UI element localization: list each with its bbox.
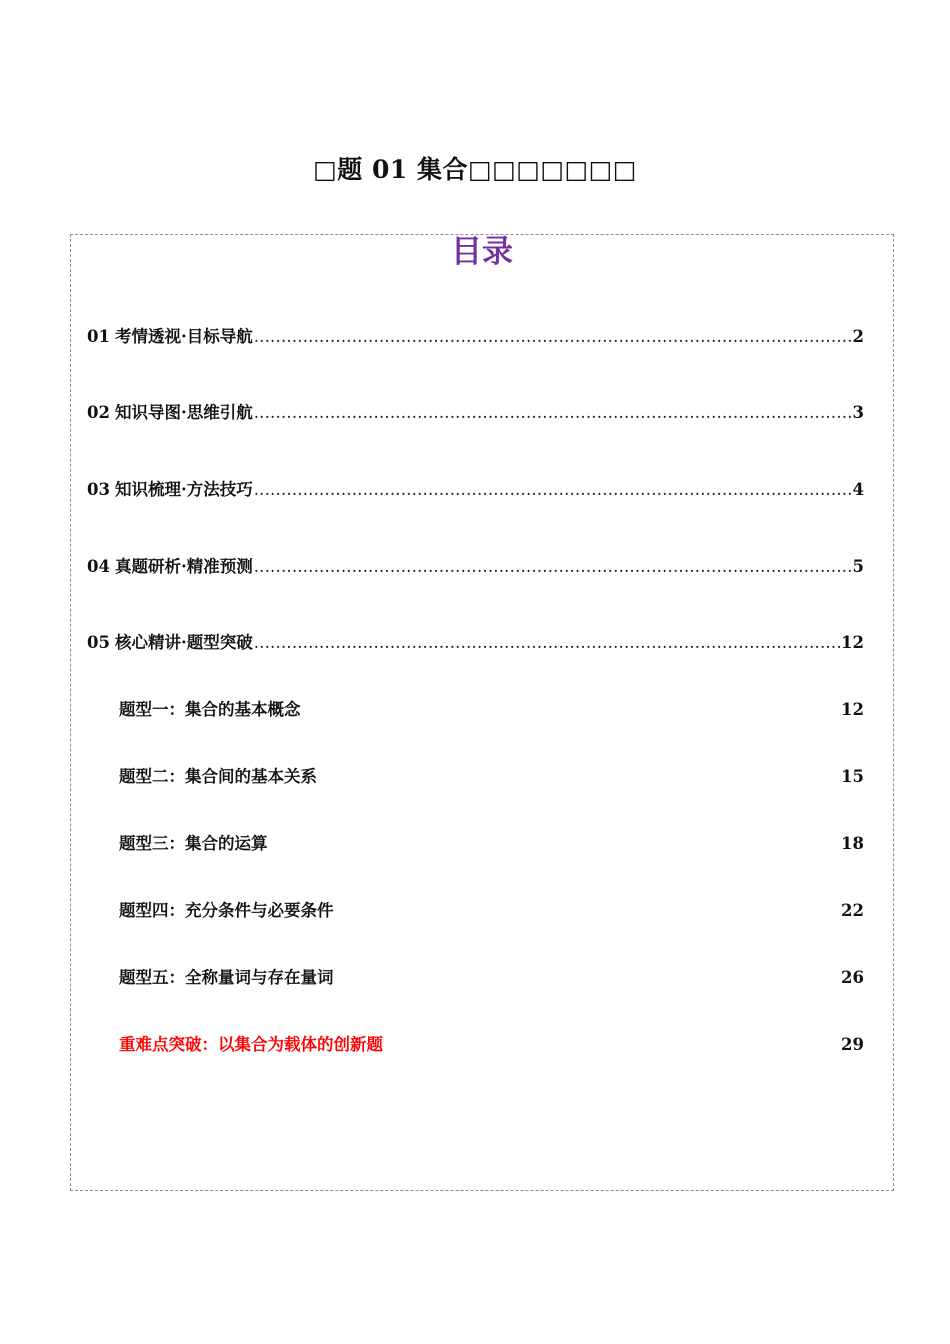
toc-heading: 目录 <box>451 234 513 270</box>
toc-subentry-page: 15 <box>841 767 864 786</box>
toc-subentry-page: 22 <box>841 901 864 920</box>
table-of-contents <box>70 234 894 1191</box>
toc-entry-01[interactable] <box>87 325 864 349</box>
toc-subentry-1[interactable] <box>119 698 864 722</box>
toc-entry-page: 3 <box>852 403 864 422</box>
toc-subentry-page: 12 <box>841 700 864 719</box>
toc-entry-05[interactable] <box>87 631 864 655</box>
toc-subentry-3[interactable] <box>119 832 864 856</box>
toc-entry-page: 5 <box>852 557 864 576</box>
toc-entry-02[interactable] <box>87 401 864 425</box>
toc-entry-number: 02 <box>87 403 110 422</box>
toc-entry-page: 2 <box>852 327 864 346</box>
toc-subentry-label: 题型三：集合的运算 <box>119 834 268 853</box>
dot-leader <box>254 555 852 579</box>
toc-entry-label: 知识导图·思维引航 <box>114 403 253 422</box>
toc-subentry-5[interactable] <box>119 966 864 990</box>
dot-leader <box>254 401 852 425</box>
toc-subentry-2[interactable] <box>119 765 864 789</box>
toc-subentry-label: 题型五：全称量词与存在量词 <box>119 968 334 987</box>
toc-subentry-page: 29 <box>841 1035 864 1054</box>
toc-entry-number: 03 <box>87 480 110 499</box>
dot-leader <box>254 478 852 502</box>
toc-entry-label: 考情透视·目标导航 <box>114 327 253 346</box>
toc-subentry-label: 题型四：充分条件与必要条件 <box>119 901 334 920</box>
toc-entry-number: 04 <box>87 557 110 576</box>
toc-subentry-page: 18 <box>841 834 864 853</box>
toc-entry-04[interactable] <box>87 555 864 579</box>
toc-subentry-4[interactable] <box>119 899 864 923</box>
toc-entry-label: 知识梳理·方法技巧 <box>114 480 253 499</box>
toc-entry-03[interactable] <box>87 478 864 502</box>
toc-entry-label: 核心精讲·题型突破 <box>114 633 253 652</box>
toc-subentry-label: 重难点突破：以集合为载体的创新题 <box>119 1035 383 1054</box>
document-title: □题 01 集合□□□□□□□ <box>313 155 637 184</box>
toc-subentry-highlight[interactable] <box>119 1033 864 1057</box>
dot-leader <box>254 631 840 655</box>
toc-entry-page: 12 <box>841 633 864 652</box>
toc-entry-page: 4 <box>852 480 864 499</box>
toc-entry-number: 01 <box>87 327 110 346</box>
toc-subentry-label: 题型二：集合间的基本关系 <box>119 767 317 786</box>
toc-entry-number: 05 <box>87 633 110 652</box>
toc-subentry-page: 26 <box>841 968 864 987</box>
toc-entry-label: 真题研析·精准预测 <box>114 557 253 576</box>
toc-subentry-label: 题型一：集合的基本概念 <box>119 700 301 719</box>
dot-leader <box>254 325 852 349</box>
